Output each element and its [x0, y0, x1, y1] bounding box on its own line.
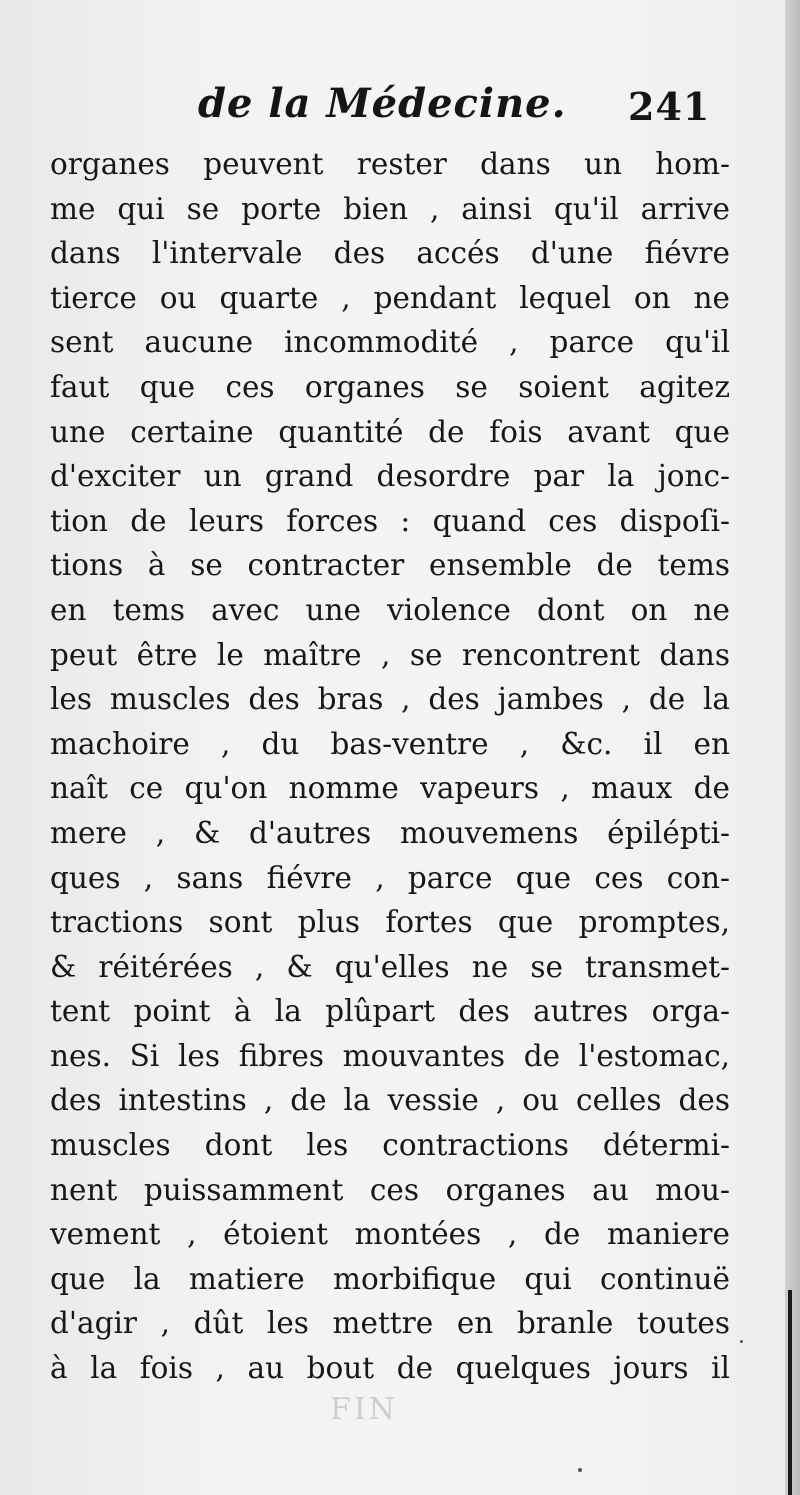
text-line: une certaine quantité de fois avant que — [50, 414, 730, 449]
text-line: nent puissamment ces organes au mou- — [50, 1172, 730, 1207]
text-line: d'exciter un grand desordre par la jonc- — [50, 459, 730, 494]
text-line: me qui se porte bien , ainsi qu'il arrive — [50, 191, 730, 226]
text-line: les muscles des bras , des jambes , de la — [50, 682, 730, 717]
text-line: à la fois , au bout de quelques jours il — [50, 1351, 730, 1386]
show-through-text: FIN — [330, 1392, 398, 1427]
text-line: tractions sont plus fortes que promptes, — [50, 905, 730, 940]
paper-speck — [578, 1468, 582, 1472]
text-line: tion de leurs forces : quand ces dispoſi- — [50, 503, 730, 538]
text-line: peut être le maître , se rencontrent dans — [50, 637, 730, 672]
text-line: en tems avec une violence dont on ne — [50, 592, 730, 627]
text-line: nes. Si les fibres mouvantes de l'estomac, — [50, 1038, 730, 1073]
page-number: 241 — [628, 84, 711, 129]
text-line: tions à se contracter ensemble de tems — [50, 548, 730, 583]
text-line: sent aucune incommodité , parce qu'il — [50, 325, 730, 360]
paper-speck — [740, 1340, 743, 1343]
text-line: vement , étoient montées , de maniere — [50, 1217, 730, 1252]
text-line: des intestins , de la vessie , ou celles des — [50, 1083, 730, 1118]
text-line: & réitérées , & qu'elles ne se transmet- — [50, 949, 730, 984]
page-edge — [785, 0, 800, 1495]
text-line: mere , & d'autres mouvemens épilépti- — [50, 815, 730, 850]
text-line: d'agir , dût les mettre en branle toutes — [50, 1306, 730, 1341]
text-line: que la matiere morbifique qui continuë — [50, 1261, 730, 1296]
text-line: organes peuvent rester dans un hom- — [50, 147, 730, 181]
text-line: dans l'intervale des accés d'une fiévre — [50, 236, 730, 271]
body-text — [50, 142, 730, 1391]
text-line: tent point à la plûpart des autres orga- — [50, 994, 730, 1029]
text-line: ques , sans fiévre , parce que ces con- — [50, 860, 730, 895]
text-line: faut que ces organes se soient agitez — [50, 369, 730, 404]
text-line: tierce ou quarte , pendant lequel on ne — [50, 280, 730, 315]
text-line: machoire , du bas-ventre , &c. il en — [50, 726, 730, 761]
text-line: muscles dont les contractions détermi- — [50, 1128, 730, 1163]
binding-shadow — [788, 1290, 792, 1495]
text-line: naît ce qu'on nomme vapeurs , maux de — [50, 771, 730, 806]
running-title: de la Médecine. — [198, 80, 567, 127]
